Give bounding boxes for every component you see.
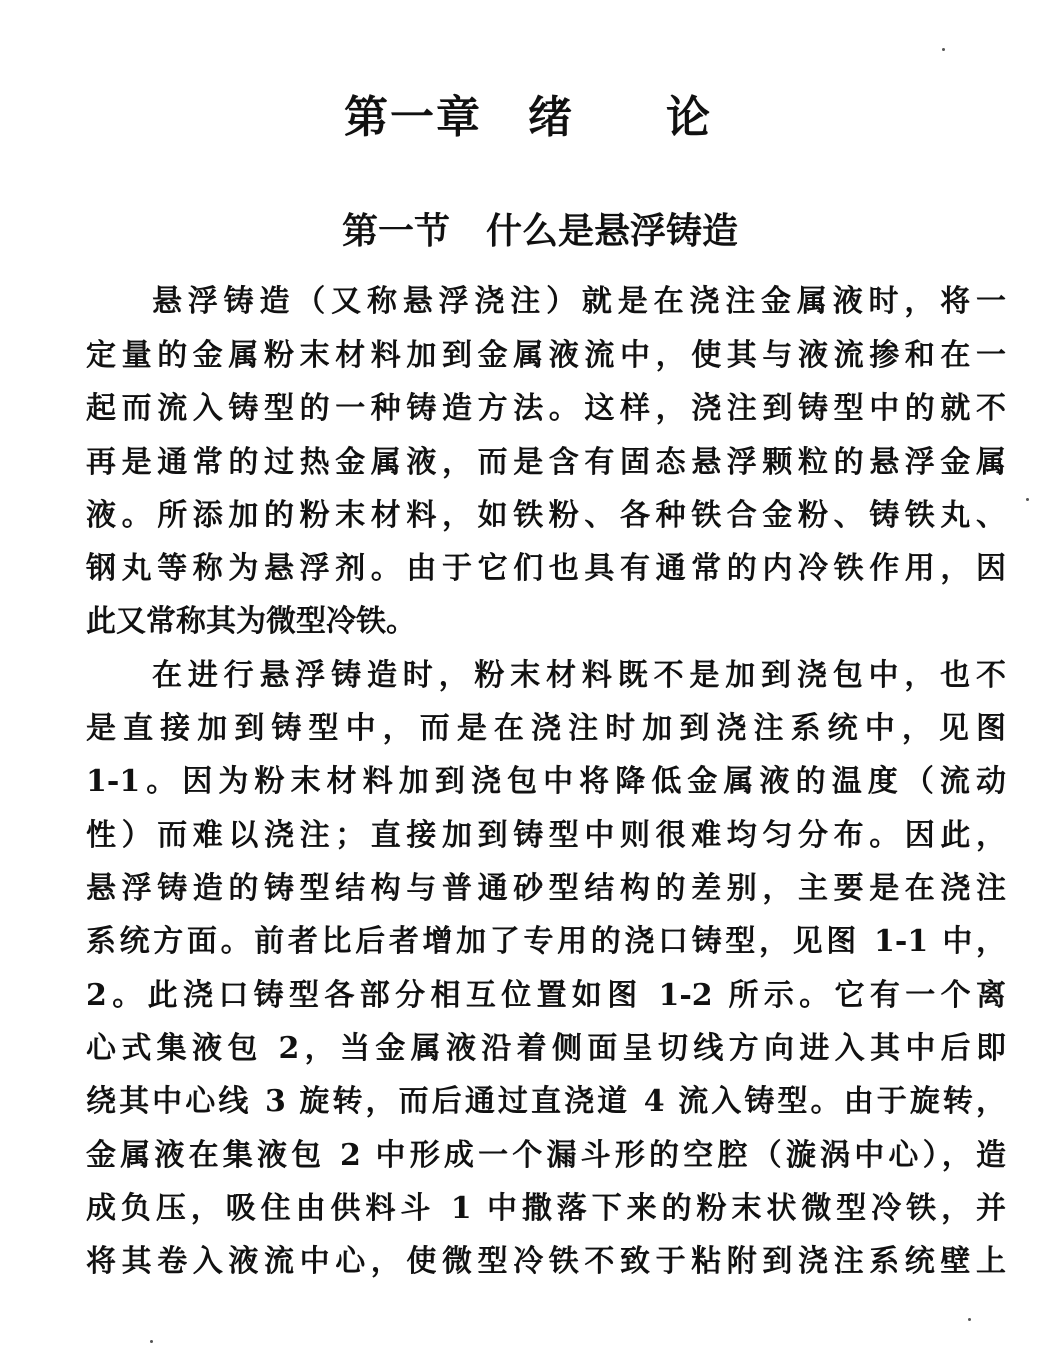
paragraph-1-line-6: 钢丸等称为悬浮剂。由于它们也具有通常的内冷铁作用，因	[86, 551, 1006, 586]
chapter-title: 第一章 绪 论	[344, 92, 712, 143]
scan-speck	[968, 1318, 971, 1321]
paragraph-2-line-9: 绕其中心线 3 旋转，而后通过直浇道 4 流入铸型。由于旋转，	[86, 1084, 1006, 1119]
paragraph-2-line-6: 系统方面。前者比后者增加了专用的浇口铸型，见图 1-1 中，	[86, 924, 1006, 959]
paragraph-2-line-11: 成负压，吸住由供料斗 1 中撒落下来的粉末状微型冷铁，并	[86, 1191, 1006, 1226]
paragraph-2-line-4: 性）而难以浇注；直接加到铸型中则很难均匀分布。因此，	[86, 818, 1006, 853]
scan-speck	[1026, 498, 1029, 501]
paragraph-1-line-4: 再是通常的过热金属液，而是含有固态悬浮颗粒的悬浮金属	[86, 445, 1006, 480]
scan-speck	[150, 1340, 153, 1343]
paragraph-1-line-3: 起而流入铸型的一种铸造方法。这样，浇注到铸型中的就不	[86, 391, 1006, 426]
paragraph-2-line-3: 1-1。因为粉末材料加到浇包中将降低金属液的温度（流动	[86, 764, 1006, 799]
paragraph-2-line-5: 悬浮铸造的铸型结构与普通砂型结构的差别，主要是在浇注	[86, 871, 1006, 906]
paragraph-2-line-7: 2。此浇口铸型各部分相互位置如图 1-2 所示。它有一个离	[86, 978, 1006, 1013]
section-title: 第一节 什么是悬浮铸造	[341, 210, 738, 252]
paragraph-2-line-1: 在进行悬浮铸造时，粉末材料既不是加到浇包中，也不	[152, 658, 1006, 693]
paragraph-1-line-2: 定量的金属粉末材料加到金属液流中，使其与液流掺和在一	[86, 338, 1006, 373]
paragraph-1-line-1: 悬浮铸造（又称悬浮浇注）就是在浇注金属液时，将一	[152, 284, 1006, 319]
paragraph-2-line-2: 是直接加到铸型中，而是在浇注时加到浇注系统中，见图	[86, 711, 1006, 746]
paragraph-1-line-7: 此又常称其为微型冷铁。	[86, 604, 416, 639]
scan-speck	[942, 48, 945, 51]
paragraph-2-line-10: 金属液在集液包 2 中形成一个漏斗形的空腔（漩涡中心），造	[86, 1138, 1006, 1173]
paragraph-2-line-12: 将其卷入液流中心，使微型冷铁不致于粘附到浇注系统壁上	[86, 1244, 1006, 1279]
paragraph-1-line-5: 液。所添加的粉末材料，如铁粉、各种铁合金粉、铸铁丸、	[86, 498, 1006, 533]
paragraph-2-line-8: 心式集液包 2，当金属液沿着侧面呈切线方向进入其中后即	[86, 1031, 1006, 1066]
